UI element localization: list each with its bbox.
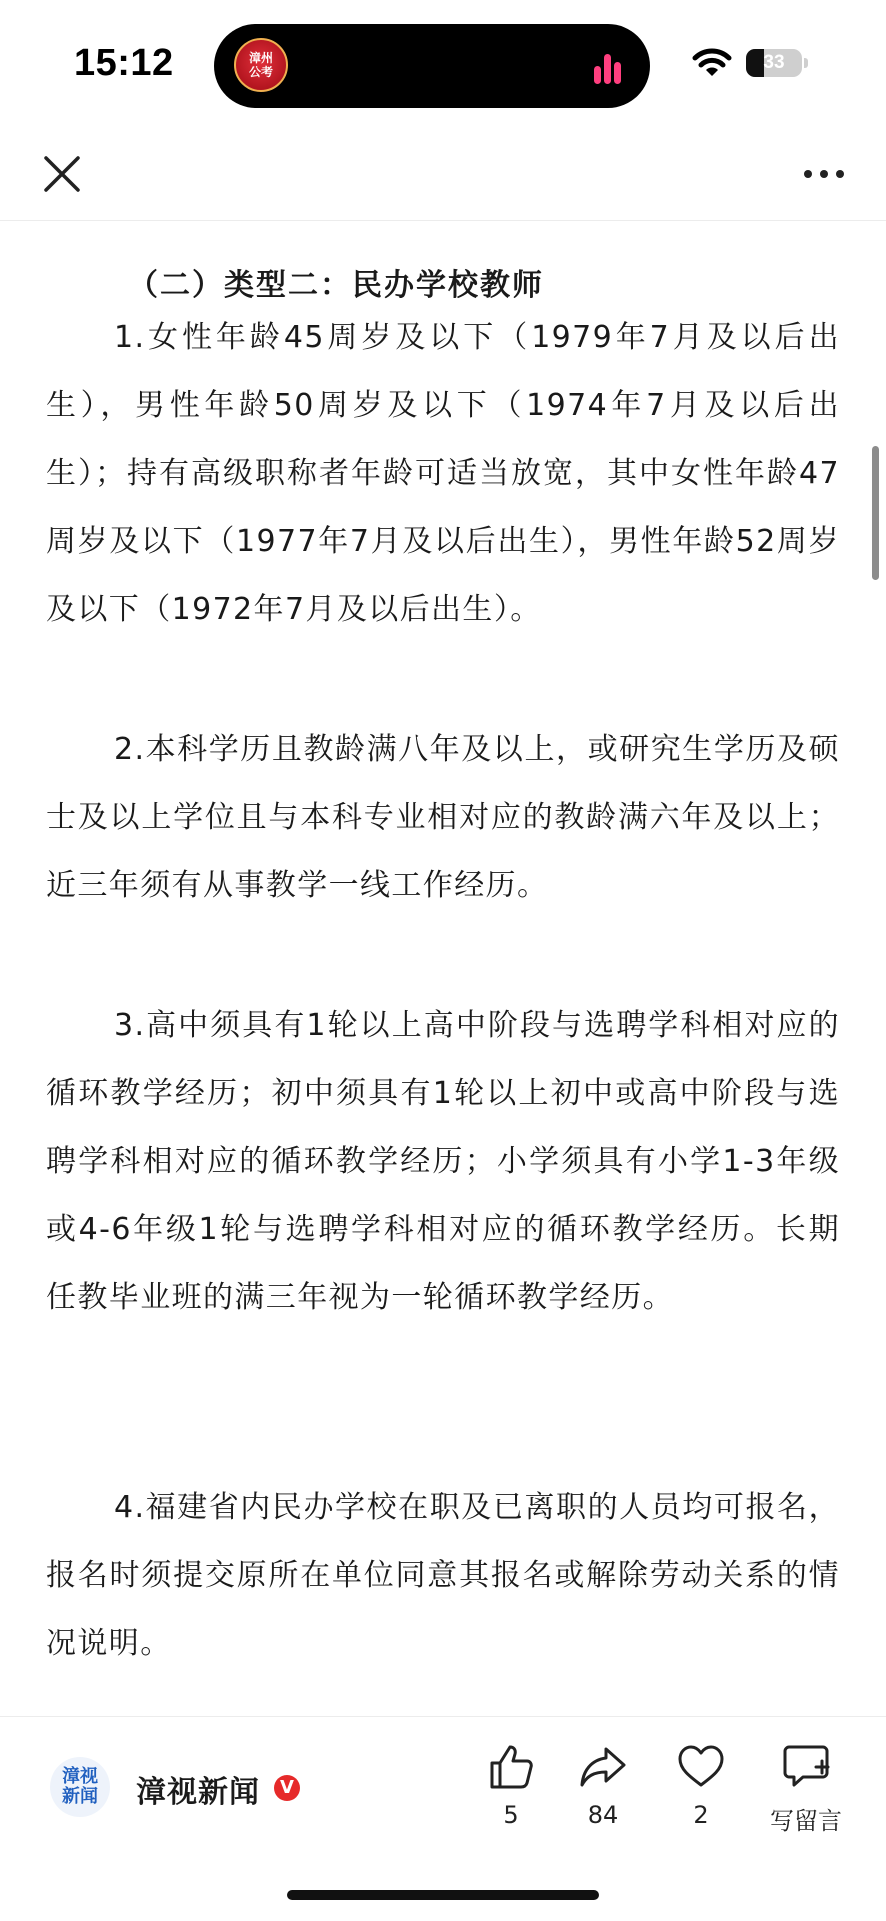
favorite-count: 2 [693,1801,709,1829]
comment-add-icon [781,1743,831,1791]
more-dots-icon[interactable] [800,154,848,194]
share-button[interactable] [558,1743,648,1829]
status-bar [0,0,886,130]
favorite-button[interactable] [656,1743,746,1829]
like-count: 5 [503,1801,519,1829]
share-arrow-icon [578,1743,628,1791]
status-time: 15:12 [74,42,174,84]
battery-level: 33 [763,52,785,73]
audio-bars-icon [594,50,628,84]
like-button[interactable] [466,1743,556,1829]
island-app-icon[interactable]: 漳州 公考 [234,38,288,92]
article-paragraph-1: 1.女性年龄45周岁及以下（1979年7月及以后出生），男性年龄50周岁及以下（1974年7月及以后出生）；持有高级职称者年龄可适当放宽，其中女性年龄47周岁及以下（1977年7月及以后出生），男性年龄52周岁及以下（1972年7月及以后出生）。 [46,320,840,627]
article-content[interactable] [46,222,840,1712]
channel-avatar[interactable]: 漳视 新闻 [50,1757,110,1817]
battery-cap [804,58,808,68]
share-count: 84 [587,1801,619,1829]
home-indicator[interactable] [287,1890,599,1900]
article-paragraph-3: 3.高中须具有1轮以上高中阶段与选聘学科相对应的循环教学经历；初中须具有1轮以上初中或高中阶段与选聘学科相对应的循环教学经历；小学须具有小学1-3年级或4-6年级1轮与选聘学科相对应的循环教学经历。长期任教毕业班的满三年视为一轮循环教学经历。 [46,1008,840,1315]
article-paragraph-4: 4.福建省内民办学校在职及已离职的人员均可报名，报名时须提交原所在单位同意其报名或解除劳动关系的情况说明。 [46,1490,840,1661]
scrollbar[interactable] [872,446,879,580]
write-comment-label: 写留言 [770,1807,842,1835]
write-comment-button[interactable] [754,1743,858,1836]
battery-icon [746,49,802,77]
close-icon[interactable] [38,150,86,198]
channel-name[interactable]: 漳视新闻 [136,1775,260,1810]
section-title: （二）类型二：民办学校教师 [128,268,544,303]
article-paragraph-2: 2.本科学历且教龄满八年及以上，或研究生学历及硕士及以上学位且与本科专业相对应的教龄满六年及以上；近三年须有从事教学一线工作经历。 [46,732,840,903]
nav-bar [0,130,886,221]
heart-icon [676,1743,726,1791]
dynamic-island[interactable] [214,24,650,108]
wifi-icon [692,48,732,78]
thumbs-up-icon [486,1743,536,1791]
verified-badge: V [274,1775,300,1801]
